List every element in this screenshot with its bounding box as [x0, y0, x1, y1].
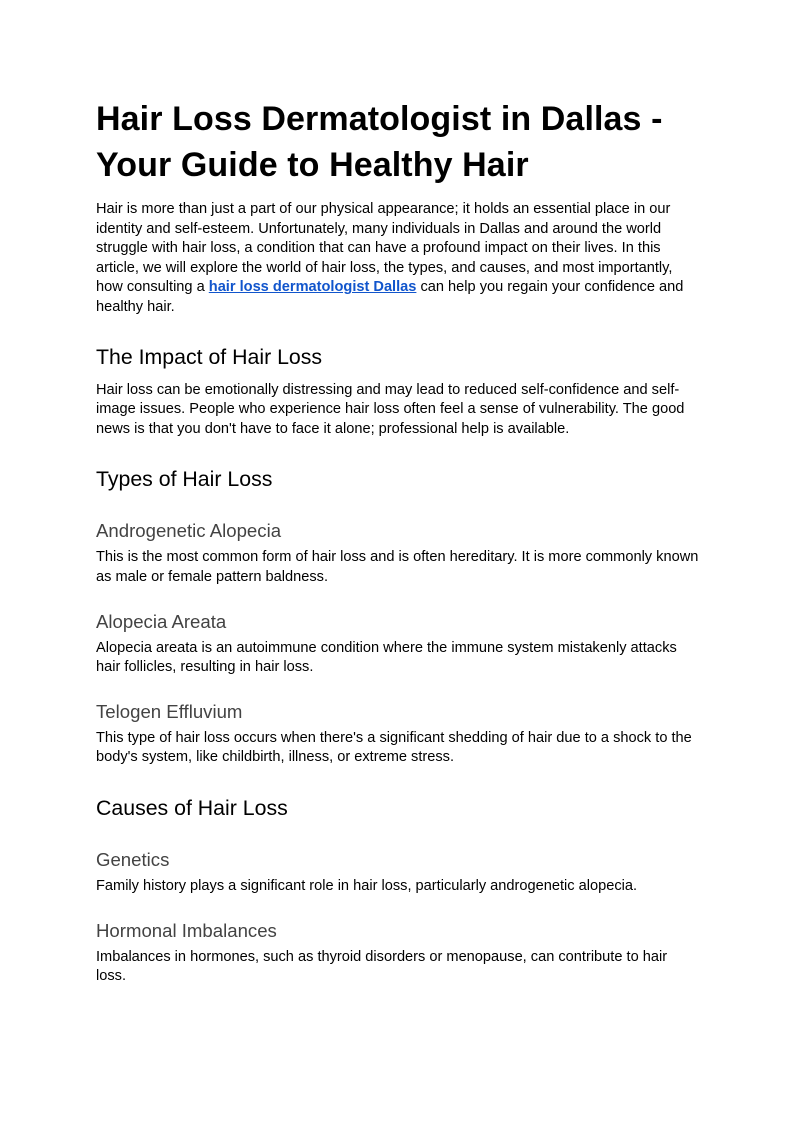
types-heading: Types of Hair Loss [96, 467, 273, 492]
hormonal-imbalances-paragraph: Imbalances in hormones, such as thyroid disorders or menopause, can contribute to hair loss. [96, 948, 668, 985]
telogen-effluvium-paragraph: This type of hair loss occurs when there's a significant shedding of hair due to a shock to the body's system, like childbirth, illness, or extreme stress. [96, 729, 692, 766]
alopecia-areata-paragraph: Alopecia areata is an autoimmune condition where the immune system mistakenly attacks hair follicles, resulting in hair loss. [96, 639, 677, 676]
impact-paragraph: Hair loss can be emotionally distressing and may lead to reduced self-confidence and self-image issues. People who experience hair loss often feel a sense of vulnerability. The good news is that you don't have to face it alone; professional help is available. [96, 381, 685, 437]
hormonal-imbalances-heading: Hormonal Imbalances [96, 919, 277, 941]
genetics-paragraph: Family history plays a significant role in hair loss, particularly androgenetic alopecia. [96, 877, 638, 894]
intro-paragraph [96, 200, 699, 318]
impact-heading: The Impact of Hair Loss [96, 344, 323, 369]
telogen-effluvium-heading: Telogen Effluvium [96, 700, 243, 722]
alopecia-areata-heading: Alopecia Areata [96, 610, 227, 632]
page-title: Hair Loss Dermatologist in Dallas - Your Guide to Healthy Hair [96, 100, 663, 184]
androgenetic-alopecia-paragraph: This is the most common form of hair loss and is often hereditary. It is more commonly known as male or female pattern baldness. [96, 549, 699, 585]
intro-text-before-link: Hair is more than just a part of our physical appearance; it holds an essential place in our identity and self-esteem. Unfortunately, many individuals in Dallas and around the world struggle with hair loss, a condition that can have a profound impact on their lives. In this article, we will explore the world of hair loss, the types, and causes, and most importantly, how consulting a [96, 201, 673, 296]
androgenetic-alopecia-heading: Androgenetic Alopecia [96, 520, 282, 542]
dermatologist-dallas-link[interactable]: hair loss dermatologist Dallas [208, 279, 417, 296]
intro-text-after-link: can help you regain your confidence and healthy hair. [96, 279, 684, 315]
causes-heading: Causes of Hair Loss [96, 795, 288, 820]
genetics-heading: Genetics [96, 848, 170, 870]
